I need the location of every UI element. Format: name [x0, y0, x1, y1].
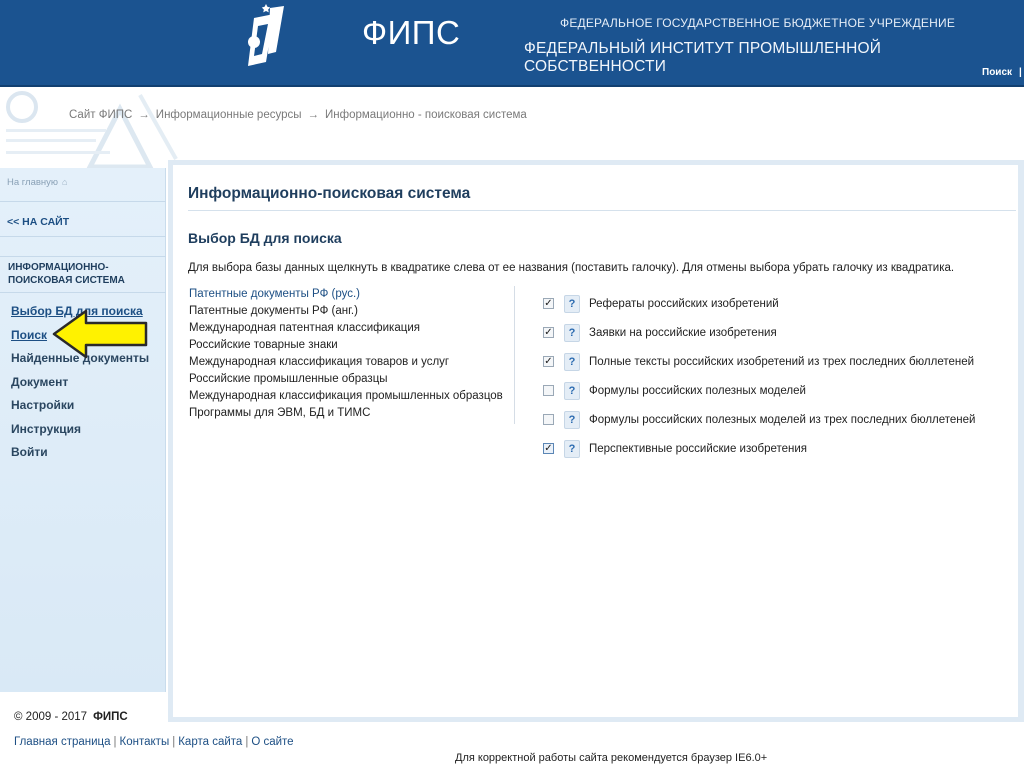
- db-group-item[interactable]: Международная классификация товаров и услуг: [189, 356, 450, 368]
- footer-separator: |: [172, 736, 176, 748]
- org-line-1: ФЕДЕРАЛЬНОЕ ГОСУДАРСТВЕННОЕ БЮДЖЕТНОЕ УЧРЕЖДЕНИЕ: [560, 16, 956, 30]
- sidebar-item-document[interactable]: Документ: [11, 374, 69, 389]
- database-label: Полные тексты российских изобретений из трех последних бюллетеней: [589, 355, 975, 368]
- footer-link-sitemap[interactable]: Карта сайта: [178, 736, 243, 748]
- sidebar-section-title: ИНФОРМАЦИОННО-ПОИСКОВАЯ СИСТЕМА: [8, 262, 125, 286]
- footer-links: [14, 736, 294, 748]
- sidebar-item-search[interactable]: Поиск: [11, 327, 48, 342]
- page-title: Информационно-поисковая система: [188, 185, 471, 202]
- database-checkbox[interactable]: [543, 298, 554, 309]
- breadcrumb: [69, 109, 527, 121]
- database-row: [543, 289, 975, 318]
- sidebar-divider: [0, 236, 166, 237]
- header-separator: |: [1019, 67, 1022, 78]
- database-row: [543, 434, 975, 463]
- sidebar-divider: [0, 201, 166, 202]
- footer-link-contacts[interactable]: Контакты: [119, 736, 170, 748]
- help-icon[interactable]: ?: [564, 295, 580, 313]
- column-divider: [514, 286, 515, 424]
- db-group-item[interactable]: Программы для ЭВМ, БД и ТИМС: [189, 407, 371, 419]
- help-icon[interactable]: ?: [564, 324, 580, 342]
- database-checkbox[interactable]: [543, 327, 554, 338]
- database-label: Заявки на российские изобретения: [589, 326, 777, 339]
- sidebar-divider: [0, 256, 166, 257]
- db-group-item[interactable]: Российские товарные знаки: [189, 339, 338, 351]
- org-line-2: ФЕДЕРАЛЬНЫЙ ИНСТИТУТ ПРОМЫШЛЕННОЙ СОБСТВЕННОСТИ: [524, 40, 882, 75]
- instruction-text: Для выбора базы данных щелкнуть в квадратике слева от ее названия (поставить галочку). Для отмены выбора убрать галочку из квадратика.: [188, 262, 955, 274]
- database-row: [543, 318, 975, 347]
- copyright-brand: ФИПС: [93, 711, 128, 723]
- database-checkbox[interactable]: [543, 414, 554, 425]
- database-row: [543, 405, 975, 434]
- help-icon[interactable]: ?: [564, 411, 580, 429]
- home-icon[interactable]: ⌂: [62, 177, 68, 187]
- sidebar-divider: [0, 292, 166, 293]
- sidebar-item-settings[interactable]: Настройки: [11, 398, 75, 412]
- footer-separator: |: [245, 736, 249, 748]
- breadcrumb-item-site[interactable]: Сайт ФИПС: [69, 109, 133, 121]
- yellow-arrow-icon: [50, 307, 150, 361]
- database-row: [543, 347, 975, 376]
- header-search-link[interactable]: Поиск: [982, 67, 1013, 78]
- database-row: [543, 376, 975, 405]
- watermark-logo-icon: [0, 89, 180, 171]
- sidebar-item-login[interactable]: Войти: [11, 445, 48, 459]
- section-subtitle: Выбор БД для поиска: [188, 230, 342, 246]
- db-group-item[interactable]: Международная патентная классификация: [189, 322, 420, 334]
- help-icon[interactable]: ?: [564, 440, 580, 458]
- help-icon[interactable]: ?: [564, 382, 580, 400]
- database-label: Рефераты российских изобретений: [589, 297, 779, 310]
- sidebar-item-found-docs[interactable]: Найденные документы: [11, 351, 150, 365]
- main-panel-edge: [168, 717, 1024, 722]
- database-checkbox[interactable]: [543, 356, 554, 367]
- database-label: Формулы российских полезных моделей: [589, 384, 806, 397]
- database-checkbox[interactable]: [543, 443, 554, 454]
- footer-link-home[interactable]: Главная страница: [14, 736, 111, 748]
- title-divider: [188, 210, 1016, 211]
- breadcrumb-arrow: →: [307, 109, 320, 121]
- sidebar-item-instructions[interactable]: Инструкция: [11, 421, 82, 436]
- breadcrumb-item-resources[interactable]: Информационные ресурсы: [155, 109, 302, 121]
- fips-logo-icon[interactable]: [240, 4, 288, 70]
- db-group-list: [189, 286, 503, 422]
- db-group-item[interactable]: Патентные документы РФ (рус.): [189, 288, 361, 300]
- db-group-item[interactable]: Российские промышленные образцы: [189, 373, 388, 385]
- breadcrumb-item-system[interactable]: Информационно - поисковая система: [325, 109, 527, 121]
- footer-separator: |: [113, 736, 117, 748]
- database-checklist: [543, 289, 975, 463]
- browser-note: Для корректной работы сайта рекомендуется браузер IE6.0+: [455, 752, 768, 764]
- help-icon[interactable]: ?: [564, 353, 580, 371]
- database-checkbox[interactable]: [543, 385, 554, 396]
- site-header: [0, 0, 1024, 87]
- sidebar-item-db-select[interactable]: Выбор БД для поиска: [11, 304, 143, 318]
- database-label: Перспективные российские изобретения: [589, 442, 808, 455]
- back-to-site-link[interactable]: << НА САЙТ: [7, 216, 70, 228]
- breadcrumb-arrow: →: [138, 109, 150, 121]
- db-group-item[interactable]: Патентные документы РФ (анг.): [189, 305, 358, 317]
- brand-name: ФИПС: [362, 14, 461, 51]
- db-group-item[interactable]: Международная классификация промышленных образцов: [189, 390, 503, 402]
- copyright-years: © 2009 - 2017: [14, 711, 88, 723]
- main-panel-edge: [1018, 160, 1024, 720]
- footer-link-about[interactable]: О сайте: [251, 736, 294, 748]
- database-label: Формулы российских полезных моделей из трех последних бюллетеней: [589, 413, 976, 426]
- copyright: [14, 711, 128, 723]
- home-link[interactable]: На главную: [7, 177, 59, 188]
